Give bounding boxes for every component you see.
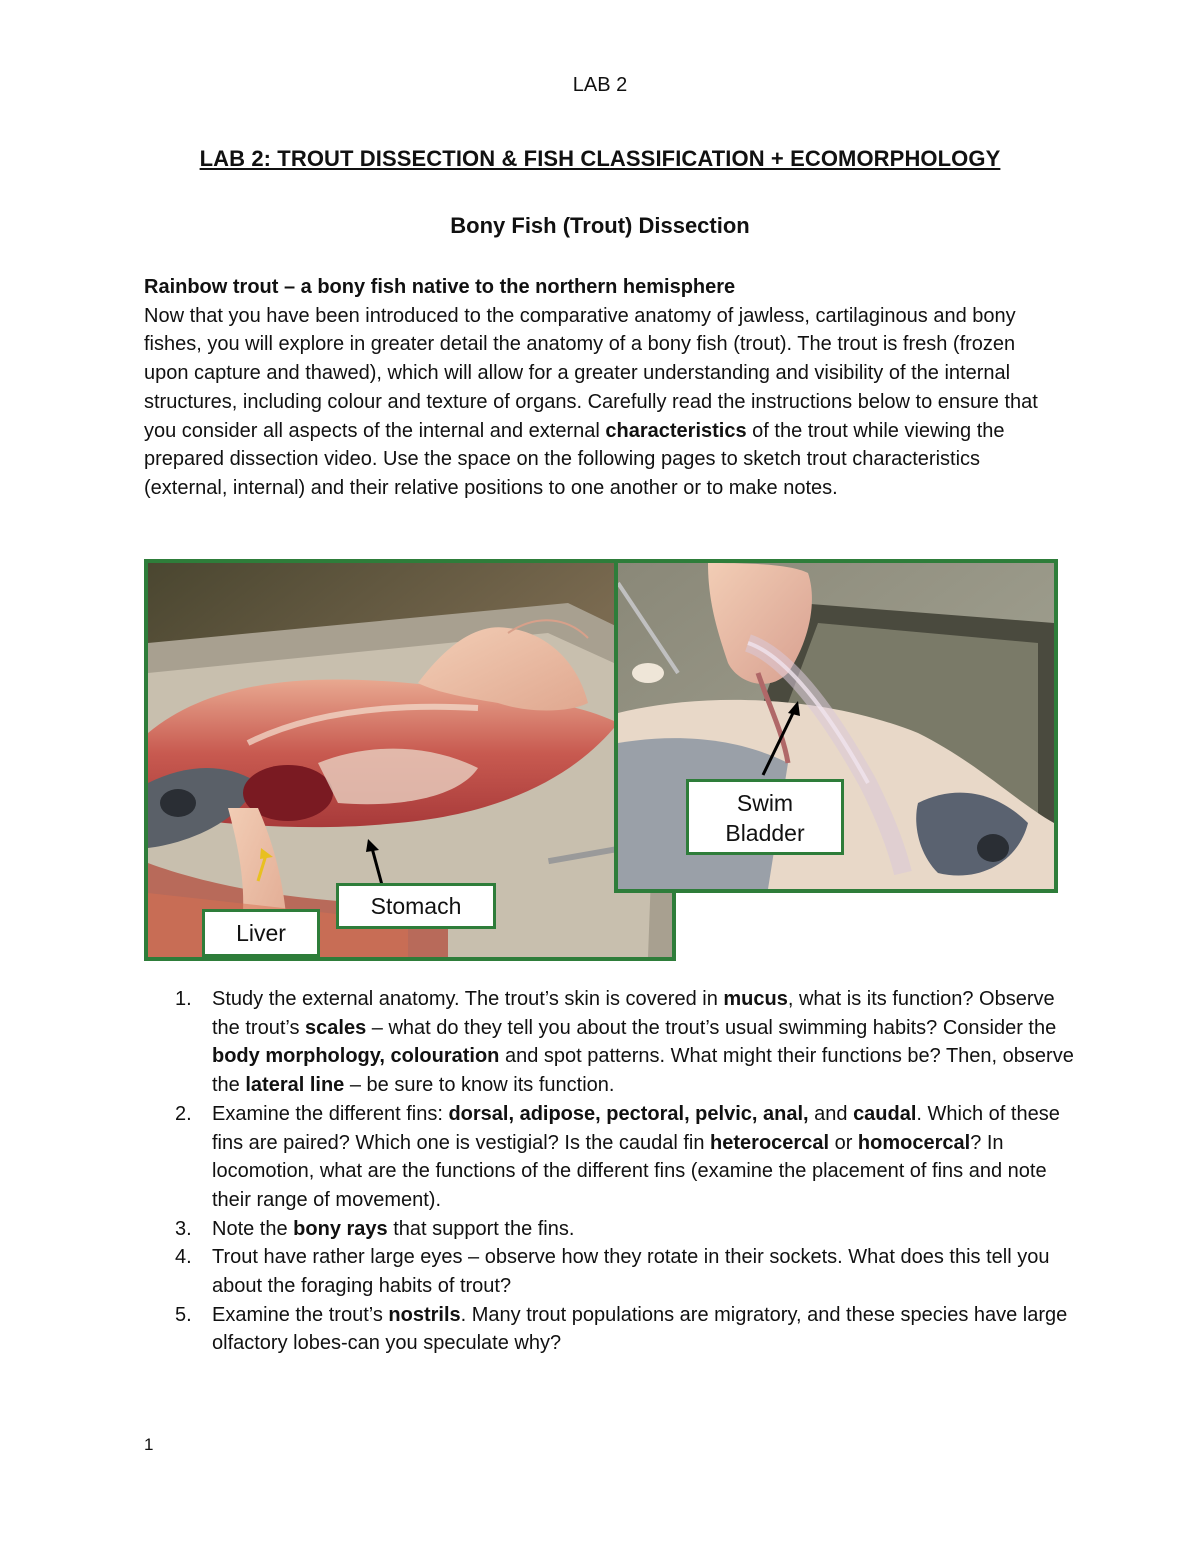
question-text: Note the (212, 1217, 294, 1240)
question-text: – be sure to know its function. (344, 1074, 615, 1097)
liver-label (202, 909, 320, 957)
dissection-figure (144, 559, 1058, 961)
bladder-label-text: Bladder (725, 820, 805, 846)
intro-text-2: of the trout while viewing the prepared dissection video. Use the space on the following pages to sketch trout characteristics (external, internal) and their relative positions to one another or to make notes. (144, 419, 1005, 499)
page-header: LAB 2 (572, 74, 628, 96)
question-bold-term: bony rays (293, 1217, 388, 1240)
question-number: 1. (175, 988, 192, 1010)
question-text: – what do they tell you about the trout’s usual swimming habits? Consider the (366, 1016, 1057, 1039)
page-number: 1 (144, 1435, 154, 1454)
question-bold-term: homocercal (857, 1131, 971, 1154)
stomach-label-text: Stomach (370, 893, 462, 919)
question-bold-term: lateral line (245, 1074, 345, 1097)
question-bold-term: mucus (723, 988, 788, 1010)
question-number: 3. (175, 1217, 192, 1240)
question-text: Examine the different fins: (212, 1102, 449, 1125)
question-item (175, 1243, 1075, 1300)
question-text: Trout have rather large eyes – observe how they rotate in their sockets. What does this tell you about the foraging habits of trout? (212, 1246, 1050, 1298)
intro-paragraph (144, 273, 1064, 503)
question-bold-term: scales (305, 1016, 367, 1039)
question-text: Study the external anatomy. The trout’s skin is covered in (212, 988, 724, 1010)
intro-text-1: Now that you have been introduced to the comparative anatomy of jawless, cartilaginous and bony fishes, you will explore in greater detail the anatomy of a bony fish (trout). The trout is fresh (frozen upon capture and thawed), which will allow for a greater understanding and visibility of the internal structures, including colour and texture of organs. Carefully read the instructions below to ensure that you consider all aspects of the internal and external (144, 304, 1038, 442)
question-text: . Many trout populations are migratory, and these species have large olfactory lobes-can you speculate why? (212, 1303, 1068, 1355)
question-text: that support the fins. (387, 1217, 575, 1240)
question-text: and spot patterns. What might their functions be? Then, observe the (212, 1045, 1074, 1097)
intro-lead: Rainbow trout – a bony fish native to the northern hemisphere (144, 276, 736, 298)
question-bold-term: caudal (853, 1102, 917, 1125)
question-text: and (808, 1102, 854, 1125)
question-number: 5. (175, 1303, 192, 1326)
question-text: Examine the trout’s (212, 1303, 389, 1326)
question-bold-term: dorsal, adipose, pectoral, pelvic, anal, (448, 1102, 809, 1125)
dissection-photo-liver-stomach (144, 559, 676, 961)
question-text: . Which of these fins are paired? Which one is vestigial? Is the caudal fin (212, 1102, 1060, 1154)
question-list (175, 985, 1075, 1358)
swim-bladder-label (686, 779, 844, 855)
question-text: ? In locomotion, what are the functions of the different fins (examine the placement of fins and note their range of movement). (212, 1131, 1047, 1211)
question-number: 4. (175, 1246, 192, 1269)
liver-label-text: Liver (236, 920, 286, 946)
intro-bold: characteristics (605, 419, 747, 442)
stomach-label (336, 883, 496, 929)
question-bold-term: body morphology, colouration (212, 1045, 500, 1068)
document-title: LAB 2: TROUT DISSECTION & FISH CLASSIFICATION + ECOMORPHOLOGY (199, 146, 1001, 171)
swim-label-text: Swim (736, 790, 794, 816)
question-item (175, 1215, 1075, 1244)
question-text: or (829, 1131, 858, 1154)
question-bold-term: nostrils (388, 1303, 461, 1326)
dissection-photo-swim-bladder (614, 559, 1058, 893)
question-item (175, 1100, 1075, 1215)
question-bold-term: heterocercal (710, 1131, 830, 1154)
question-number: 2. (175, 1102, 192, 1125)
question-text: , what is its function? Observe the trout’s (212, 988, 1055, 1039)
question-item (175, 1301, 1075, 1358)
question-item (175, 985, 1075, 1100)
section-title: Bony Fish (Trout) Dissection (450, 213, 750, 238)
